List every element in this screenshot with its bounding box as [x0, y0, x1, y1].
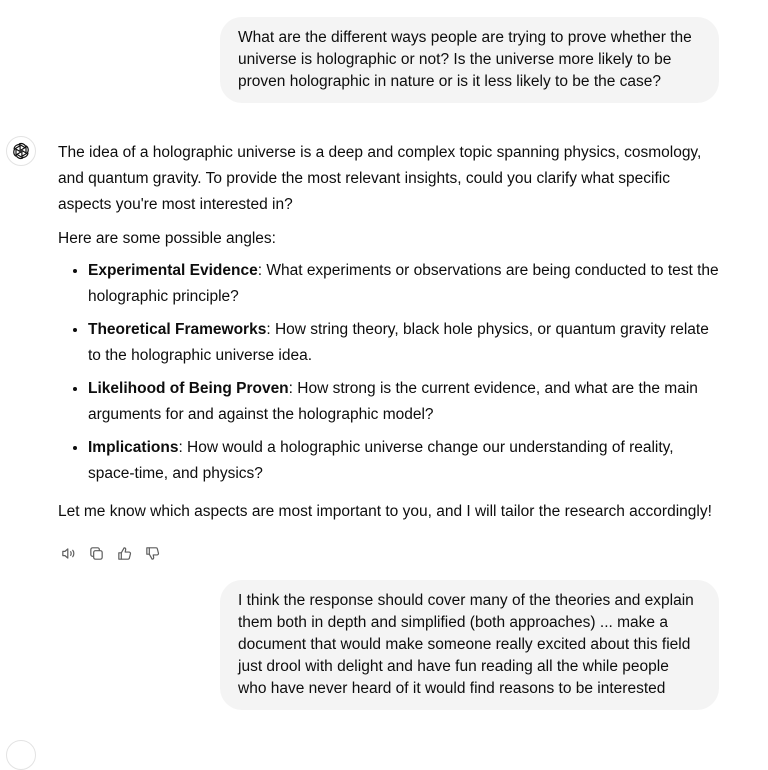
angles-list	[58, 258, 723, 487]
assistant-message	[58, 140, 723, 525]
user-message-bubble	[220, 580, 719, 710]
thumbs-up-icon	[116, 545, 133, 562]
assistant-intro: The idea of a holographic universe is a deep and complex topic spanning physics, cosmology, and quantum gravity. To provide the most relevant insights, could you clarify what specific aspects you're most interested in?	[58, 144, 702, 213]
assistant-avatar-next	[6, 740, 36, 770]
list-item-title: Likelihood of Being Proven	[88, 380, 289, 397]
read-aloud-icon	[60, 545, 77, 562]
list-item	[88, 435, 723, 487]
user-message-text: I think the response should cover many of the theories and explain them both in depth and simplified (both approaches) ... make a document that would make someone really excited about this field just drool with delight and have fun reading all the while people who have never heard of it would find reasons to be interested	[238, 592, 694, 697]
read-aloud-button[interactable]	[58, 543, 78, 563]
openai-logo-icon	[11, 141, 31, 161]
assistant-closing: Let me know which aspects are most important to you, and I will tailor the research accordingly!	[58, 503, 712, 520]
list-item-title: Theoretical Frameworks	[88, 321, 267, 338]
list-item	[88, 258, 723, 310]
user-message-bubble	[220, 17, 719, 103]
assistant-avatar	[6, 136, 36, 166]
list-item-title: Implications	[88, 439, 179, 456]
copy-icon	[88, 545, 105, 562]
list-item-text: : How strong is the current evidence, and what are the main arguments for and against the holographic model?	[88, 380, 698, 423]
list-item	[88, 376, 723, 428]
list-item-text: : What experiments or observations are being conducted to test the holographic principle?	[88, 262, 719, 305]
user-message-text: What are the different ways people are trying to prove whether the universe is holographic or not? Is the universe more likely to be proven holographic in nature or is it less likely to be the case?	[238, 29, 692, 90]
thumbs-up-button[interactable]	[114, 543, 134, 563]
thumbs-down-icon	[144, 545, 161, 562]
message-actions	[58, 543, 162, 563]
angles-lead: Here are some possible angles:	[58, 230, 276, 247]
list-item	[88, 317, 723, 369]
list-item-title: Experimental Evidence	[88, 262, 258, 279]
list-item-text: : How string theory, black hole physics, or quantum gravity relate to the holographic universe idea.	[88, 321, 709, 364]
copy-button[interactable]	[86, 543, 106, 563]
thumbs-down-button[interactable]	[142, 543, 162, 563]
list-item-text: : How would a holographic universe change our understanding of reality, space-time, and physics?	[88, 439, 674, 482]
